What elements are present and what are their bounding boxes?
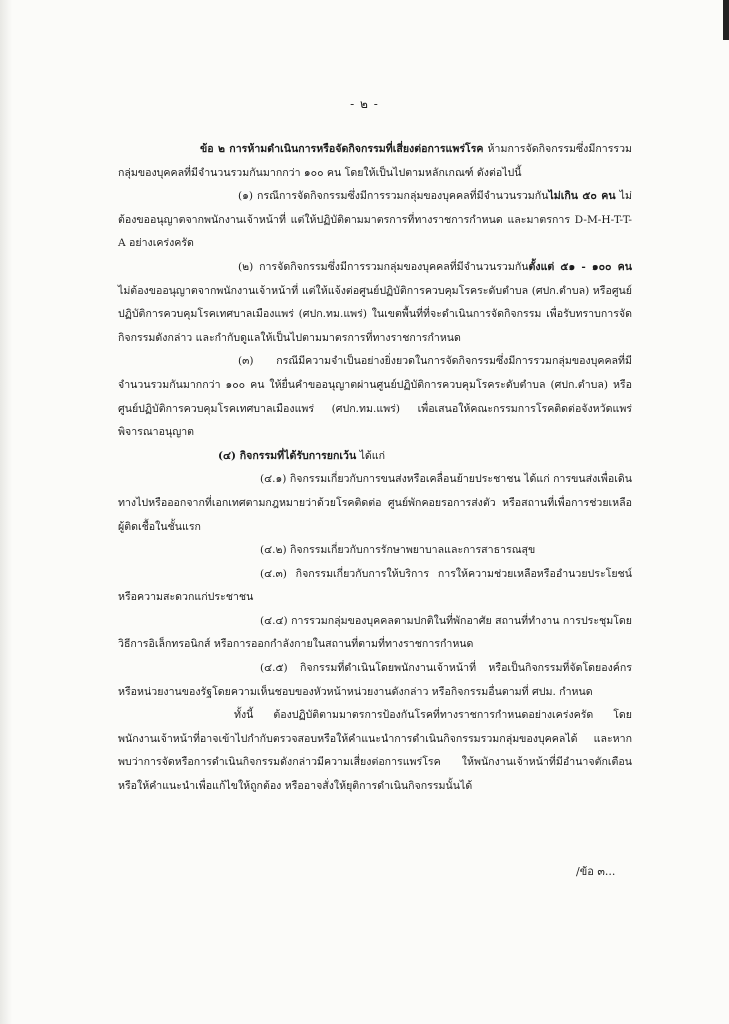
item-1-bold: ไม่เกิน ๕๐ คน: [548, 190, 616, 203]
item-1-paragraph: [118, 185, 632, 256]
item-4-1-paragraph: (๔.๑) กิจกรรมเกี่ยวกับการขนส่งหรือเคลื่อนย้ายประชาชน ได้แก่ การขนส่งเพื่อเดินทางไปหรือออกจากที่เอกเทศตามกฎหมายว่าด้วยโรคติดต่อ ศูนย์พักคอยรอการส่งตัว หรือสถานที่เพื่อการช่วยเหลือผู้ติดเชื้อในชั้นแรก: [118, 473, 632, 533]
item-4-4-paragraph: (๔.๔) การรวมกลุ่มของบุคคลตามปกติในที่พักอาศัย สถานที่ทำงาน การประชุมโดยวิธีการอิเล็กทรอนิกส์ หรือการออกกำลังกายในสถานที่ตามที่ทางราชการกำหนด: [118, 614, 632, 651]
item-2-text-a: (๒) การจัดกิจกรรมซึ่งมีการรวมกลุ่มของบุคคลที่มีจำนวนรวมกัน: [238, 260, 529, 273]
next-page-reference: /ข้อ ๓...: [576, 865, 616, 878]
item-4-paragraph: [118, 445, 632, 469]
item-2-bold: ตั้งแต่ ๕๑ - ๑๐๐ คน: [528, 260, 632, 273]
item-4-3-paragraph: (๔.๓) กิจกรรมเกี่ยวกับการให้บริการ การให้ความช่วยเหลือหรืออำนวยประโยชน์หรือความสะดวกแก่ประชาชน: [118, 567, 632, 604]
item-3-paragraph: (๓) กรณีมีความจำเป็นอย่างยิ่งยวดในการจัดกิจกรรมซึ่งมีการรวมกลุ่มของบุคคลที่มีจำนวนรวมกันมากกว่า ๑๐๐ คน ให้ยื่นคำขออนุญาตผ่านศูนย์ปฏิบัติการควบคุมโรคระดับตำบล (ศปก.ตำบล) หรือศูนย์ปฏิบัติการควบคุมโรคเทศบาลเมืองแพร่ (ศปก.ทม.แพร่) เพื่อเสนอให้คณะกรรมการโรคติดต่อจังหวัดแพร่พิจารณาอนุญาต: [118, 355, 632, 439]
item-2-text-b: ไม่ต้องขออนุญาตจากพนักงานเจ้าหน้าที่ แต่ให้แจ้งต่อศูนย์ปฏิบัติการควบคุมโรคระดับตำบล (ศปก.ตำบล) หรือศูนย์ปฏิบัติการควบคุมโรคเทศบาลเมืองแพร่ (ศปก.ทม.แพร่) ในเขตพื้นที่ที่จะดำเนินการจัดกิจกรรม เพื่อรับทราบการจัดกิจกรรมดังกล่าว และกำกับดูแลให้เป็นไปตามมาตรการที่ทางราชการกำหนด: [118, 284, 632, 344]
item-4-rest: ได้แก่: [356, 449, 386, 462]
article-2-heading: ข้อ ๒ การห้ามดำเนินการหรือจัดกิจกรรมที่เสี่ยงต่อการแพร่โรค: [200, 143, 484, 155]
closing-paragraph: ทั้งนี้ ต้องปฏิบัติตามมาตรการป้องกันโรคที่ทางราชการกำหนดอย่างเคร่งครัด โดยพนักงานเจ้าหน้าที่อาจเข้าไปกำกับตรวจสอบหรือให้คำแนะนำการดำเนินกิจกรรมรวมกลุ่มของบุคคลได้ และหากพบว่าการจัดหรือการดำเนินกิจกรรมดังกล่าวมีความเสี่ยงต่อการแพร่โรค ให้พนักงานเจ้าหน้าที่มีอำนาจตักเตือนหรือให้คำแนะนำเพื่อแก้ไขให้ถูกต้อง หรืออาจสั่งให้ยุติการดำเนินกิจกรรมนั้นได้: [118, 709, 632, 793]
document-body: [118, 138, 632, 799]
article-2-heading-paragraph: [118, 138, 632, 185]
item-4-5-paragraph: (๔.๕) กิจกรรมที่ดำเนินโดยพนักงานเจ้าหน้าที่ หรือเป็นกิจกรรมที่จัดโดยองค์กรหรือหน่วยงานของรัฐโดยความเห็นชอบของหัวหน้าหน่วยงานดังกล่าว หรือกิจกรรมอื่นตามที่ ศปม. กำหนด: [118, 662, 632, 698]
article-2-intro: ห้ามการจัดกิจกรรมซึ่งมีการรวมกลุ่มของบุคคลที่มีจำนวนรวมกันมากกว่า ๑๐๐ คน โดยให้เป็นไปตามหลักเกณฑ์ ดังต่อไปนี้: [118, 143, 633, 179]
item-1-text-b: ไม่ต้องขออนุญาตจากพนักงานเจ้าหน้าที่ แต่ให้ปฏิบัติตามมาตรการที่ทางราชการกำหนด และมาตรการ D-M-H-T-T-A อย่างเคร่งครัด: [118, 190, 632, 250]
item-4-bold: (๔) กิจกรรมที่ได้รับการยกเว้น: [218, 449, 357, 462]
item-1-text-a: (๑) กรณีการจัดกิจกรรมซึ่งมีการรวมกลุ่มของบุคคลที่มีจำนวนรวมกัน: [238, 190, 549, 203]
item-2-paragraph: [118, 256, 632, 350]
scan-edge-shadow: [0, 0, 12, 1024]
scan-corner-mark: [723, 0, 729, 40]
item-4-2-paragraph: (๔.๒) กิจกรรมเกี่ยวกับการรักษาพยาบาลและการสาธารณสุข: [260, 544, 536, 557]
page-number: - ๒ -: [350, 97, 379, 111]
